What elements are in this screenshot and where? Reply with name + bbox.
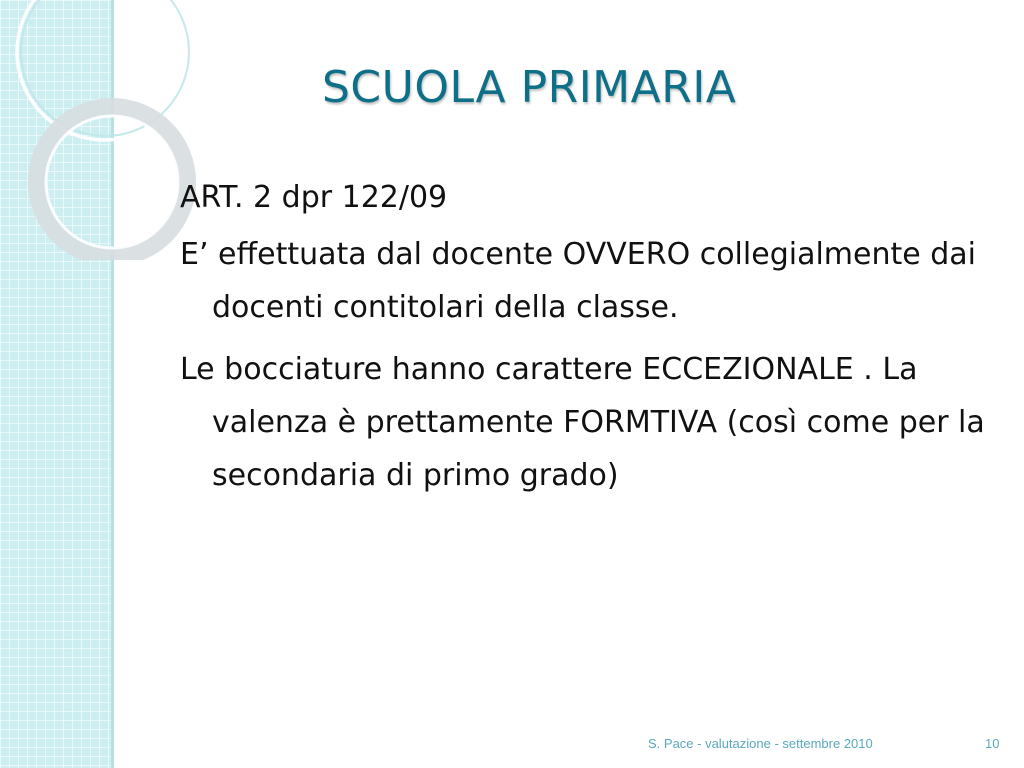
footer-text: S. Pace - valutazione - settembre 2010 xyxy=(648,736,873,751)
slide-title: SCUOLA PRIMARIA xyxy=(322,62,737,113)
paragraph-evaluation: E’ effettuata dal docente OVVERO collegialmente dai docenti contitolari della classe. xyxy=(180,237,976,325)
paragraph-failures: Le bocciature hanno carattere ECCEZIONALE . La valenza è prettamente FORMTIVA (così come per la secondaria di primo grado) xyxy=(180,352,985,493)
paragraph-article: ART. 2 dpr 122/09 xyxy=(180,180,448,215)
decorative-rings xyxy=(0,0,200,260)
slide-body xyxy=(180,171,1000,511)
page-number: 10 xyxy=(985,736,1000,751)
decorative-ring-bottom xyxy=(37,107,187,257)
